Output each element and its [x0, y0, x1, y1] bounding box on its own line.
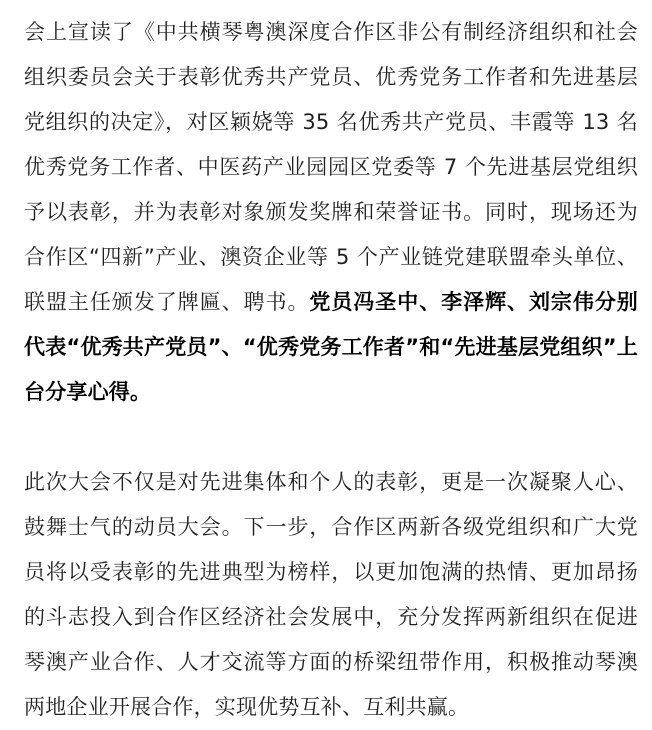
article-body [24, 10, 638, 730]
paragraph-mobilization [24, 460, 638, 730]
sharing-highlight-text: 党员冯圣中、李泽辉、刘宗伟分别代表“优秀共产党员”、“优秀党务工作者”和“先进基层党组织”上台分享心得。 [24, 290, 639, 404]
paragraph-spacer [24, 415, 638, 460]
commendation-text: 会上宣读了《中共横琴粤澳深度合作区非公有制经济组织和社会组织委员会关于表彰优秀共产党员、优秀党务工作者和先进基层党组织的决定》，对区颖娆等 35 名优秀共产党员、丰霞等 13 名优秀党务工作者、中医药产业园园区党委等 7 个先进基层党组织予以表彰，并为表彰对象颁发奖牌和荣誉证书。同时，现场还为合作区“四新”产业、澳资企业等 5 个产业链党建联盟牵头单位、联盟主任颁发了牌匾、聘书。 [24, 20, 638, 314]
mobilization-text: 此次大会不仅是对先进集体和个人的表彰，更是一次凝聚人心、鼓舞士气的动员大会。下一步，合作区两新各级党组织和广大党员将以受表彰的先进典型为榜样，以更加饱满的热情、更加昂扬的斗志投入到合作区经济社会发展中，充分发挥两新组织在促进琴澳产业合作、人才交流等方面的桥梁纽带作用，积极推动琴澳两地企业开展合作，实现优势互补、互利共赢。 [24, 470, 638, 719]
paragraph-commendation [24, 10, 638, 415]
